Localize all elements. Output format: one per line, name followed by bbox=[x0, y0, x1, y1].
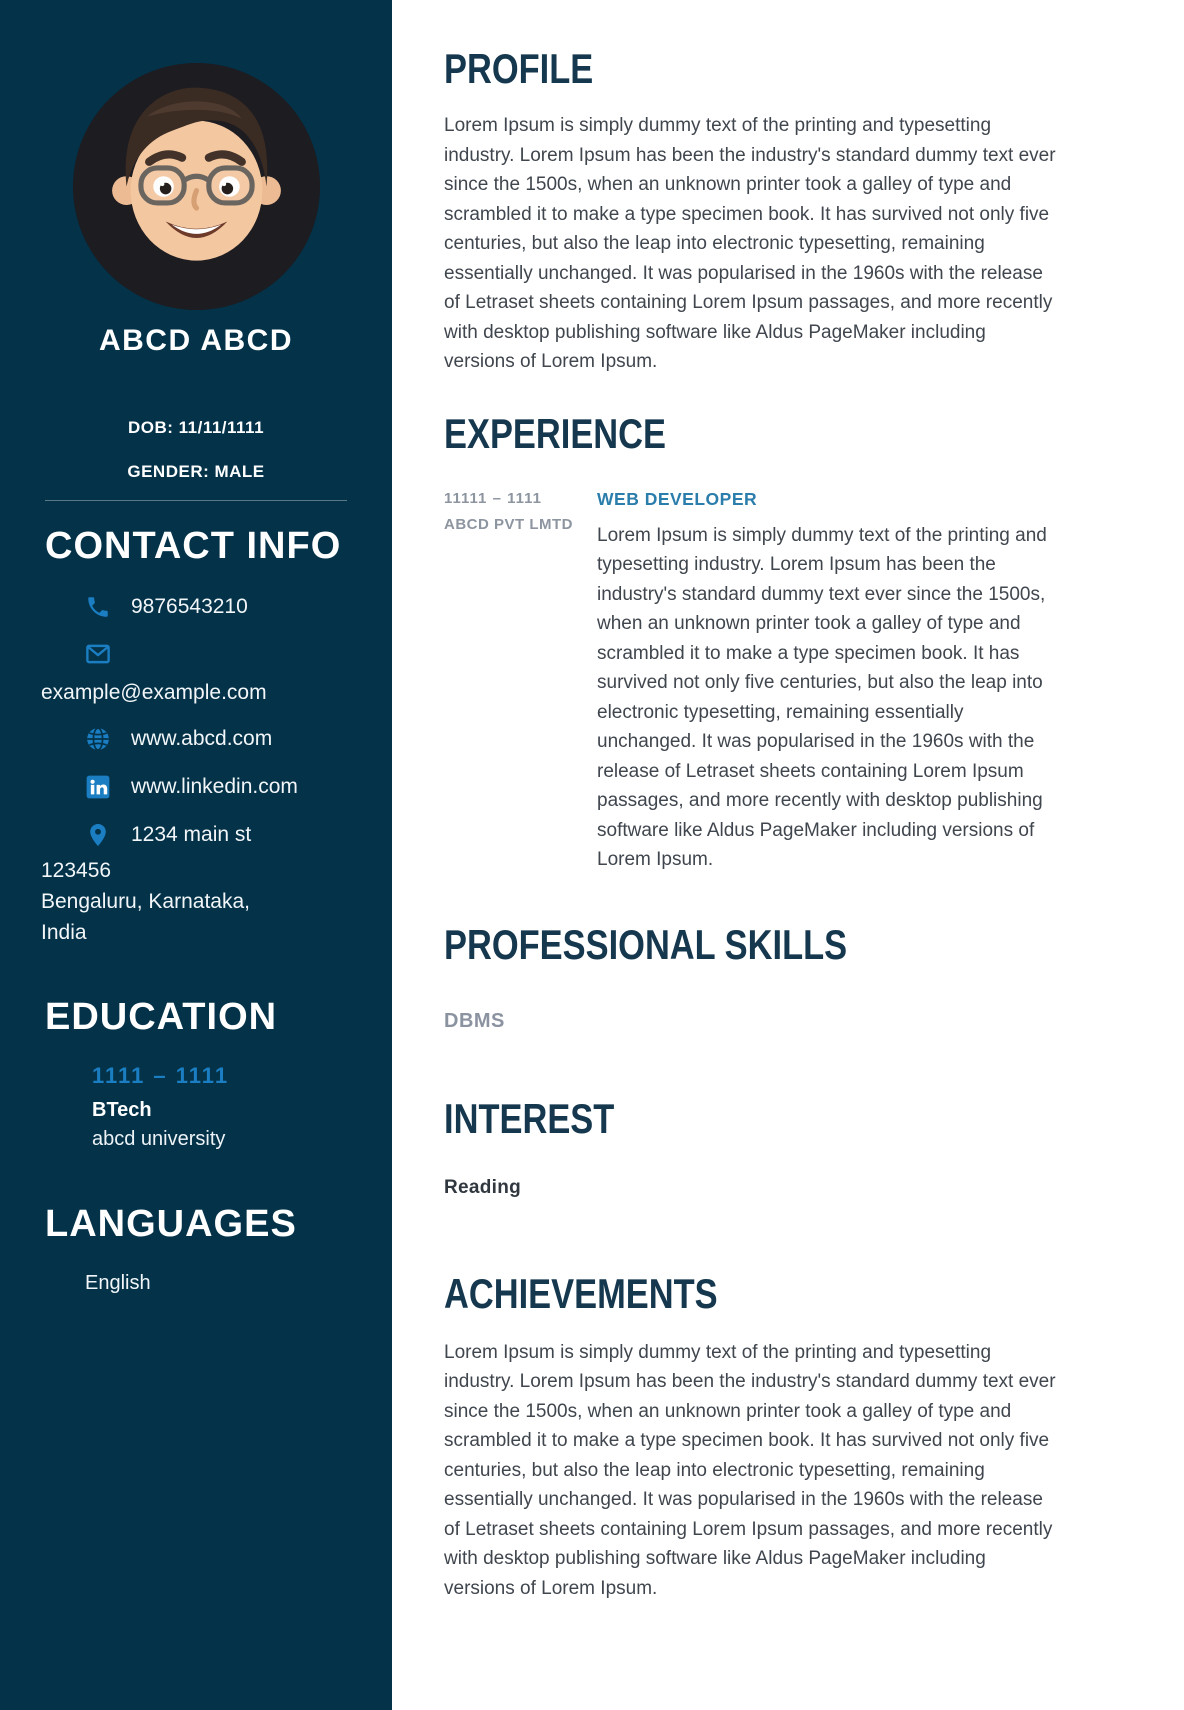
address-row bbox=[85, 822, 392, 848]
globe-icon bbox=[85, 726, 111, 752]
location-pin-icon bbox=[85, 822, 111, 848]
interest-section-title: INTEREST bbox=[444, 1094, 615, 1142]
avatar bbox=[73, 63, 320, 310]
linkedin-url: www.linkedin.com bbox=[131, 775, 298, 798]
skills-section-title: PROFESSIONAL SKILLS bbox=[444, 920, 848, 968]
experience-role: WEB DEVELOPER bbox=[597, 488, 758, 509]
experience-entry bbox=[444, 489, 1184, 875]
address-line-4: India bbox=[41, 921, 87, 944]
interest-item: Reading bbox=[444, 1176, 522, 1198]
profile-paragraph: Lorem Ipsum is simply dummy text of the printing and typesetting industry. Lorem Ipsum has been the industry's standard dummy text ever since the 1500s, when an unknown printer took a galley of type and scrambled it to make a type specimen book. It has survived not only five centuries, but also the leap into electronic typesetting, remaining essentially unchanged. It was popularised in the 1960s with the release of Letraset sheets containing Lorem Ipsum passages, and more recently with desktop publishing software like Aldus PageMaker including versions of Lorem Ipsum. bbox=[444, 115, 1056, 372]
memoji-avatar-icon bbox=[73, 63, 320, 310]
sidebar-divider bbox=[45, 500, 347, 501]
email-row bbox=[85, 641, 392, 667]
phone-number: 9876543210 bbox=[131, 595, 248, 618]
experience-period: 11111 – 1111 bbox=[444, 489, 542, 507]
skill-item: DBMS bbox=[444, 1009, 505, 1032]
phone-icon bbox=[85, 594, 111, 620]
language-item: English bbox=[85, 1272, 151, 1294]
education-school: abcd university bbox=[92, 1128, 226, 1150]
email-address: example@example.com bbox=[41, 681, 267, 704]
experience-details bbox=[597, 489, 1184, 875]
gender-text: GENDER: MALE bbox=[127, 462, 265, 481]
address-line-2: 123456 bbox=[41, 859, 112, 882]
achievements-section-title: ACHIEVEMENTS bbox=[444, 1269, 718, 1317]
linkedin-icon bbox=[85, 774, 111, 800]
experience-description: Lorem Ipsum is simply dummy text of the printing and typesetting industry. Lorem Ipsum has been the industry's standard dummy text ever since the 1500s, when an unknown printer took a galley of type and scrambled it to make a type specimen book. It has survived not only five centuries, but also the leap into electronic typesetting, remaining essentially unchanged. It was popularised in the 1960s with the release of Letraset sheets containing Lorem Ipsum passages, and more recently with desktop publishing software like Aldus PageMaker including versions of Lorem Ipsum. bbox=[597, 524, 1047, 870]
main-content bbox=[392, 0, 1184, 1710]
user-name: ABCD ABCD bbox=[98, 324, 294, 357]
dob-text: DOB: 11/11/1111 bbox=[127, 418, 265, 437]
website-url: www.abcd.com bbox=[131, 727, 273, 750]
phone-row bbox=[85, 594, 392, 620]
profile-photo bbox=[73, 63, 320, 310]
education-degree: BTech bbox=[92, 1099, 152, 1121]
contact-list bbox=[0, 594, 392, 948]
address-line-3: Bengaluru, Karnataka, bbox=[41, 890, 250, 913]
address-line-1: 1234 main st bbox=[131, 823, 252, 846]
experience-company: ABCD PVT LMTD bbox=[444, 515, 573, 533]
contact-section-title: CONTACT INFO bbox=[45, 525, 342, 567]
profile-section-title: PROFILE bbox=[444, 45, 594, 92]
achievements-paragraph: Lorem Ipsum is simply dummy text of the printing and typesetting industry. Lorem Ipsum has been the industry's standard dummy text ever since the 1500s, when an unknown printer took a galley of type and scrambled it to make a type specimen book. It has survived not only five centuries, but also the leap into electronic typesetting, remaining essentially unchanged. It was popularised in the 1960s with the release of Letraset sheets containing Lorem Ipsum passages, and more recently with desktop publishing software like Aldus PageMaker including versions of Lorem Ipsum. bbox=[444, 1341, 1056, 1599]
email-icon bbox=[85, 641, 111, 667]
linkedin-row bbox=[85, 774, 392, 800]
languages-section-title: LANGUAGES bbox=[45, 1203, 297, 1245]
address-block bbox=[0, 855, 392, 948]
experience-section-title: EXPERIENCE bbox=[444, 409, 667, 457]
sidebar bbox=[0, 0, 392, 1710]
website-row bbox=[85, 726, 392, 752]
experience-meta bbox=[444, 489, 597, 875]
education-section-title: EDUCATION bbox=[45, 996, 278, 1038]
education-period: 1111 – 1111 bbox=[92, 1063, 230, 1088]
